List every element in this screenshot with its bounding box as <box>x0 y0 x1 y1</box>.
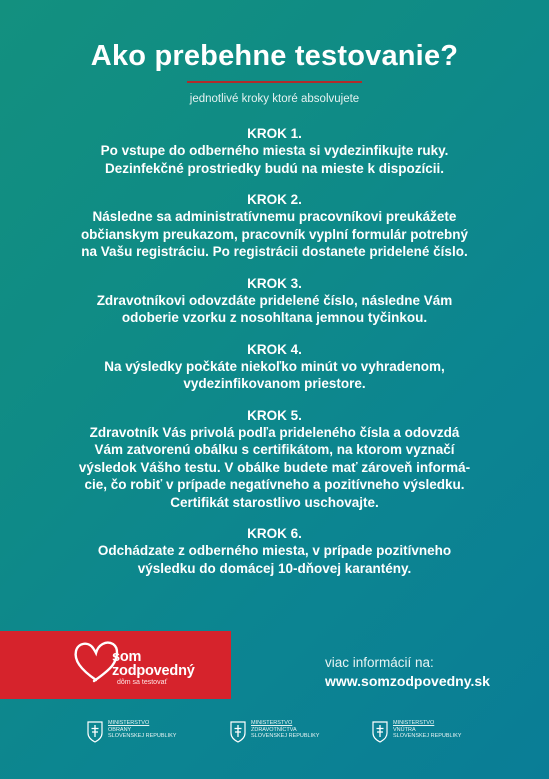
step-3 <box>40 275 509 327</box>
page-title: Ako prebehne testovanie? <box>90 40 459 72</box>
step-text <box>40 424 509 512</box>
ministry-name: MINISTERSTVO OBRANY SLOVENSKEJ REPUBLIKY <box>108 720 177 740</box>
step-text <box>40 292 509 327</box>
title-underline <box>187 81 362 83</box>
step-text <box>40 542 509 577</box>
ministry-name: MINISTERSTVO VNÚTRA SLOVENSKEJ REPUBLIKY <box>393 720 462 740</box>
ministry-defence-logo <box>87 720 227 750</box>
step-4 <box>40 341 509 393</box>
step-text <box>40 208 509 261</box>
step-line: Certifikát starostlivo uschovajte. <box>170 494 379 510</box>
step-text <box>40 142 509 177</box>
ministry-name: MINISTERSTVO ZDRAVOTNÍCTVA SLOVENSKEJ REPUBLIKY <box>251 720 320 740</box>
step-line: Zdravotník Vás privolá podľa prideleného čísla a odovzdá <box>89 424 460 440</box>
brand-tagline: dôm sa testovať <box>117 679 168 686</box>
step-line: cie, čo robiť v prípade negatívneho a pozitívneho výsledku. <box>84 477 465 492</box>
step-line: odoberie vzorku z nosohltana jemnou tyčinkou. <box>121 310 428 325</box>
step-line: Po vstupe do odberného miesta si vydezinfikujte ruky. <box>100 143 449 158</box>
step-line: Na výsledky počkáte niekoľko minút vo vyhradenom, <box>104 358 445 374</box>
step-line: výsledok Vášho testu. V obálke budete mať zároveň informá- <box>78 459 471 475</box>
steps-list <box>40 125 509 591</box>
coat-of-arms-icon <box>87 721 103 743</box>
brand-name-line: zodpovedný <box>112 663 195 679</box>
step-line: Zdravotníkovi odovzdáte pridelené číslo, následne Vám <box>96 292 453 308</box>
step-title: KROK 1. <box>247 126 302 141</box>
step-title: KROK 2. <box>247 192 302 207</box>
step-line: výsledku do domácej 10-dňovej karantény. <box>137 560 412 576</box>
page-subtitle: jednotlivé kroky ktoré absolvujete <box>189 93 360 105</box>
step-line: Následne sa administratívnemu pracovníkovi preukážete <box>92 209 457 224</box>
step-6 <box>40 525 509 577</box>
ministry-health-logo <box>230 720 370 750</box>
step-title: KROK 3. <box>247 275 302 291</box>
step-line: vydezinfikovanom priestore. <box>183 376 366 391</box>
more-info-label: viac informácií na: <box>325 655 434 670</box>
brand-name <box>112 650 195 678</box>
step-title: KROK 5. <box>247 407 302 423</box>
step-title: KROK 6. <box>247 526 302 541</box>
step-5 <box>40 407 509 512</box>
step-2 <box>40 191 509 261</box>
step-line: Vám zatvorenú obálku s certifikátom, na ktorom vyznačí <box>94 442 455 457</box>
brand-name-line: som <box>112 649 142 665</box>
ministry-interior-logo <box>372 720 512 750</box>
step-line: Odchádzate z odberného miesta, v prípade pozitívneho <box>97 543 452 558</box>
step-line: občianskym preukazom, pracovník vyplní formulár potrebný <box>80 226 469 242</box>
step-line: na Vašu registráciu. Po registrácii dostanete pridelené číslo. <box>81 244 468 259</box>
brand-logo-box <box>0 631 231 699</box>
coat-of-arms-icon <box>230 721 246 743</box>
coat-of-arms-icon <box>372 721 388 743</box>
website-link[interactable]: www.somzodpovedny.sk <box>325 673 490 689</box>
step-line: Dezinfekčné prostriedky budú na mieste k dispozícii. <box>104 160 445 176</box>
step-text <box>40 358 509 393</box>
step-title: KROK 4. <box>247 341 302 357</box>
step-1 <box>40 125 509 177</box>
